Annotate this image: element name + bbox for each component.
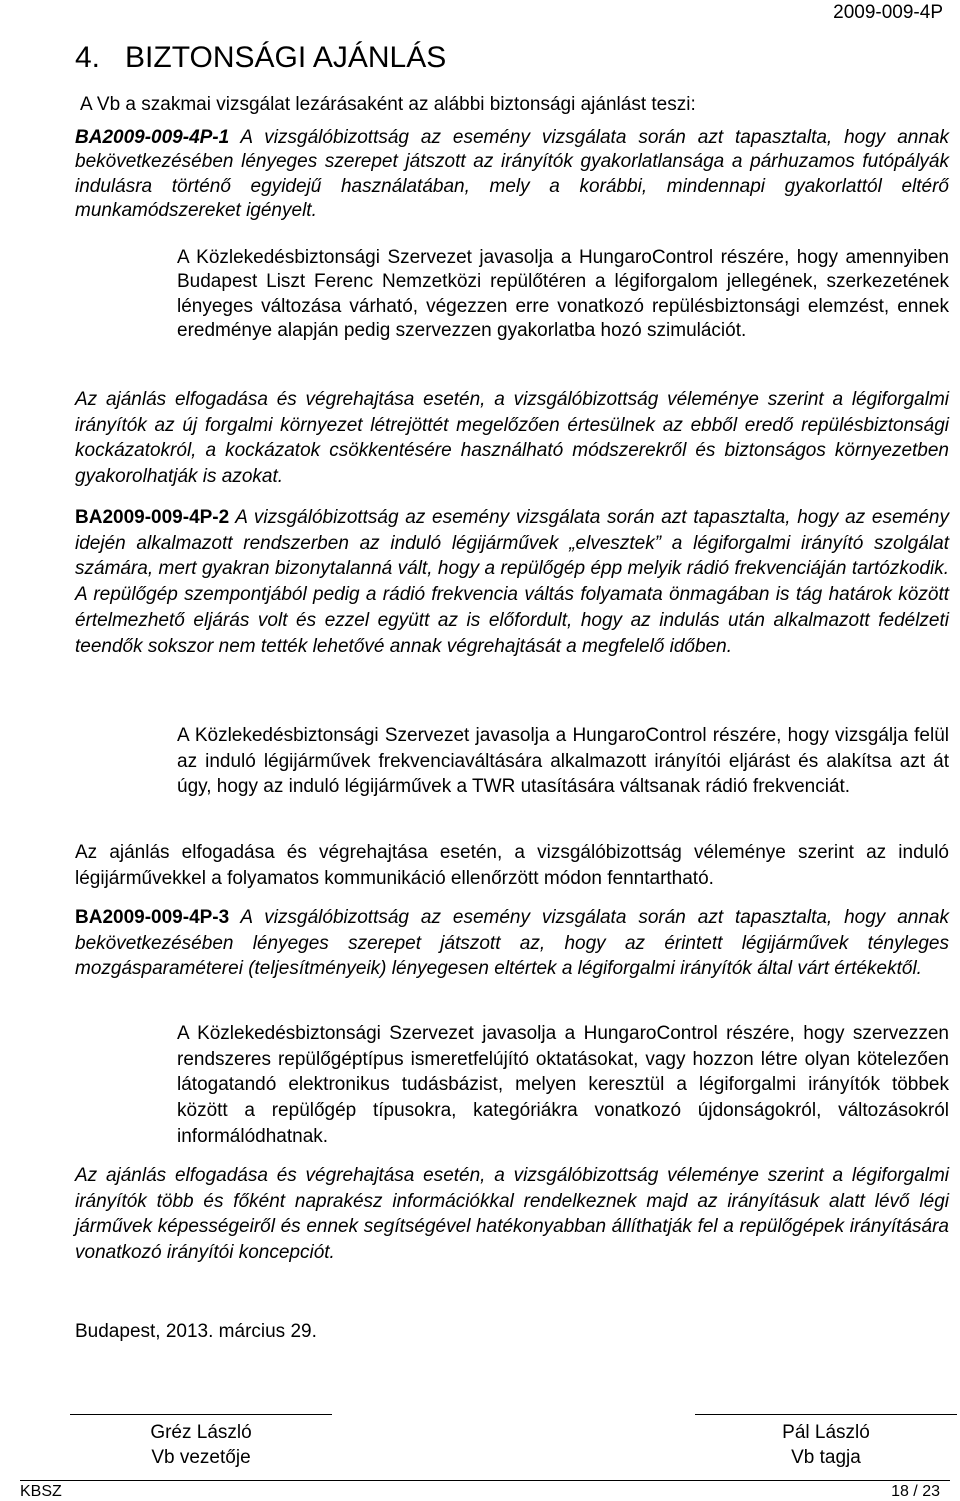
finding-text: A vizsgálóbizottság az esemény vizsgálata során azt tapasztalta, hogy annak bekövetkezésében lényeges szerepet játszott az irányítók gyakorlatlansága a párhuzamos futópályák indulásra történő egyidejű használatában, mely a korábbi, mindennapi gyakorlattól eltérő munkamódszereket igényelt.	[75, 127, 949, 221]
recommendation-1-effect: Az ajánlás elfogadása és végrehajtása esetén, a vizsgálóbizottság véleménye szerint a légiforgalmi irányítók az új forgalmi környezet létrejöttét megelőzően értesülnek az ebből eredő repülésbiztonsági kockázatokról, a kockázatok csökkentésére használható módszerekről és biztonságos környezetben gyakorolhatják is azokat.	[75, 389, 949, 488]
recommendation-3-text: A Közlekedésbiztonsági Szervezet javasolja a HungaroControl részére, hogy szervezzen rendszeres repülőgéptípus ismeretfelújító oktatásokat, vagy hozzon létre olyan kötelezően látogatandó elektronikus tudásbázist, melyen keresztül a légiforgalmi irányítók többek között a repülőgép típusokra, kategóriákra vonatkozó újdonságokról, változásokról informálódhatnak.	[177, 1023, 949, 1147]
recommendation-1-text: A Közlekedésbiztonsági Szervezet javasolja a HungaroControl részére, hogy amennyiben Budapest Liszt Ferenc Nemzetközi repülőtéren a légiforgalom jellegének, szerkezetének lényeges változása várható, végezzen erre vonatkozó repülésbiztonsági elemzést, ennek eredménye alapján pedig szervezzen gyakorlatba hozó szimulációt.	[177, 247, 949, 341]
signer-role: Vb vezetője	[151, 1447, 251, 1468]
footer-divider	[20, 1480, 950, 1481]
recommendation-3-finding	[75, 905, 949, 982]
section-title: BIZTONSÁGI AJÁNLÁS	[125, 41, 447, 74]
signer-role: Vb tagja	[791, 1447, 861, 1468]
finding-text: A vizsgálóbizottság az esemény vizsgálata során azt tapasztalta, hogy az esemény idején alkalmazott rendszerben az induló légijárművek „elvesztek” a légiforgalmi irányító szolgálat számára, mert gyakran bizonytalanná vált, hogy a repülőgép épp melyik rádió frekvenciáján tartózkodik. A repülőgép szempontjából pedig a rádió frekvencia váltás folyamata önmagában is tág határok között értelmezhető eljárás volt és ezzel együtt az is előfordult, hogy az indulás után alkalmazott fedélzeti teendők sokszor nem tették lehetővé annak végrehajtását a megfelelő időben.	[75, 507, 949, 657]
section-heading	[75, 38, 446, 78]
recommendation-2-effect: Az ajánlás elfogadása és végrehajtása esetén, a vizsgálóbizottság véleménye szerint az induló légijárművekkel a folyamatos kommunikáció ellenőrzött módon fenntartható.	[75, 842, 949, 889]
finding-text: A vizsgálóbizottság az esemény vizsgálata során azt tapasztalta, hogy annak bekövetkezésében lényeges szerepet játszott az, hogy az érintett légijárművek tényleges mozgásparaméterei (teljesítményeik) lényegesen eltértek a légiforgalmi irányítók által várt értékektől.	[75, 907, 949, 980]
section-number: 4.	[75, 41, 101, 74]
signer-name: Pál László	[782, 1422, 870, 1443]
recommendation-2-text: A Közlekedésbiztonsági Szervezet javasolja a HungaroControl részére, hogy vizsgálja felül az induló légijárművek frekvenciaváltására alkalmazott irányítói eljárást és alakítsa azt át úgy, hogy az induló légijárművek a TWR utasítására váltsanak rádió frekvenciát.	[177, 725, 949, 798]
signature-block-left	[70, 1420, 332, 1470]
signature-block-right	[695, 1420, 957, 1470]
recommendation-3-effect: Az ajánlás elfogadása és végrehajtása esetén, a vizsgálóbizottság véleménye szerint a légiforgalmi irányítók több és főként naprakész információkkal rendelkeznek majd az irányításuk alatt lévő légi járművek képességeiről és ennek segítségével hatékonyabban állíthatják fel a repülőgépek irányítására vonatkozó irányítói koncepciót.	[75, 1165, 949, 1264]
document-reference: 2009-009-4P	[833, 2, 943, 23]
recommendation-1-finding	[75, 126, 949, 223]
signature-line-right	[695, 1414, 957, 1415]
place-date: Budapest, 2013. március 29.	[75, 1321, 317, 1342]
page-number: 18 / 23	[891, 1483, 940, 1500]
footer-org: KBSZ	[20, 1483, 62, 1500]
signer-name: Gréz László	[150, 1422, 252, 1443]
recommendation-code: BA2009-009-4P-2	[75, 507, 230, 528]
intro-text: A Vb a szakmai vizsgálat lezárásaként az alábbi biztonsági ajánlást teszi:	[80, 94, 696, 115]
signature-line-left	[70, 1414, 332, 1415]
recommendation-2-finding	[75, 505, 949, 659]
recommendation-code: BA2009-009-4P-1	[75, 127, 230, 148]
recommendation-code: BA2009-009-4P-3	[75, 907, 230, 928]
